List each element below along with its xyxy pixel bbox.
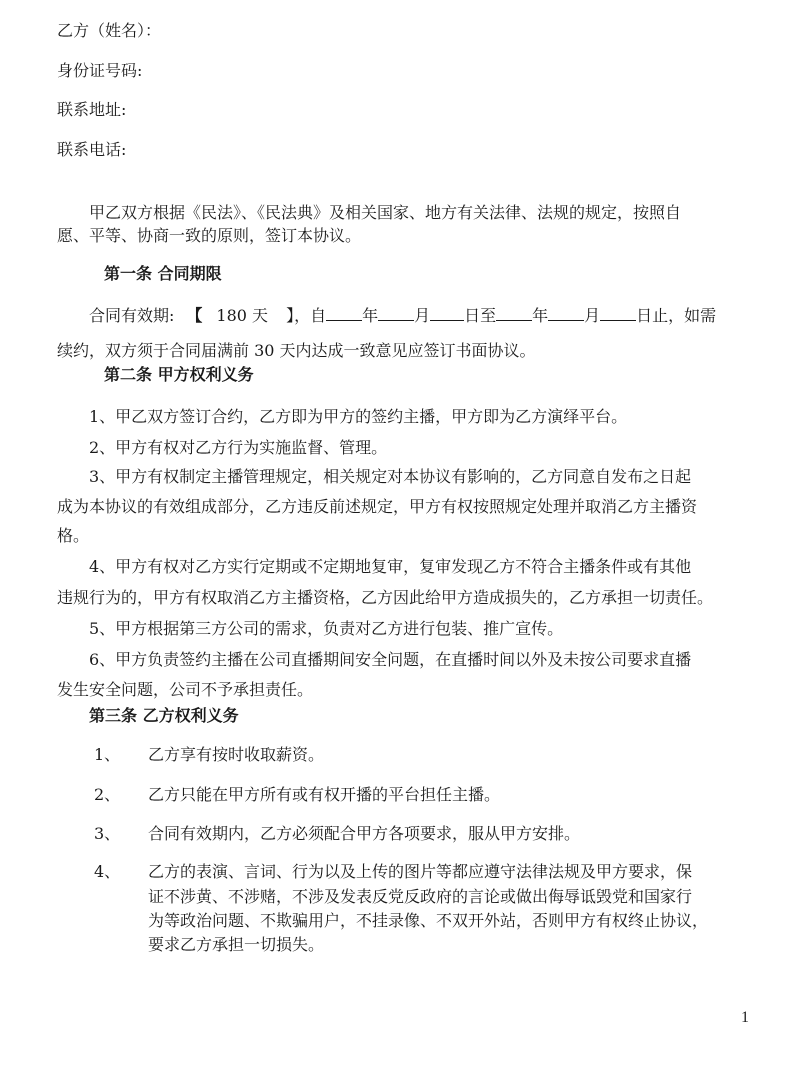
year-blank-2 xyxy=(496,306,532,321)
intro-line-1: 甲乙双方根据《民法》、《民法典》及相关国家、地方有关法律、法规的规定，按照自 xyxy=(89,203,682,222)
article-2-item-6-line-1: 6、甲方负责签约主播在公司直播期间安全问题，在直播时间以外及未按公司要求直播 xyxy=(89,650,692,669)
article-3-item-4-line-4: 要求乙方承担一切损失。 xyxy=(148,935,325,954)
party-b-name-label: 乙方（姓名）： xyxy=(57,21,162,40)
month-label-1: 月 xyxy=(414,306,431,325)
article-3-item-1-text: 乙方享有按时收取薪资。 xyxy=(148,745,325,764)
article-2-item-2: 2、甲方有权对乙方行为实施监督、管理。 xyxy=(89,438,388,457)
day-label-2: 日止，如需 xyxy=(636,306,717,325)
day-label-1: 日至 xyxy=(464,306,497,325)
party-b-id-label: 身份证号码: xyxy=(57,61,143,80)
article-3-item-1-number: 1、 xyxy=(94,745,121,764)
article-2-item-3-line-1: 3、甲方有权制定主播管理规定，相关规定对本协议有影响的，乙方同意自发布之日起 xyxy=(89,467,692,486)
day-blank-2 xyxy=(600,306,636,321)
article-2-item-3-line-2: 成为本协议的有效组成部分，乙方违反前述规定，甲方有权按照规定处理并取消乙方主播资 xyxy=(57,497,698,516)
year-label-2: 年 xyxy=(532,306,549,325)
article-3-title: 第三条 乙方权利义务 xyxy=(89,706,239,725)
party-b-phone-label: 联系电话: xyxy=(57,140,127,159)
validity-bracket-open: 【 xyxy=(186,306,203,325)
validity-label: 合同有效期: xyxy=(89,306,175,325)
article-3-item-4-line-3: 为等政治问题、不欺骗用户，不挂录像、不双开外站，否则甲方有权终止协议， xyxy=(148,911,709,930)
article-2-title: 第二条 甲方权利义务 xyxy=(104,365,254,384)
validity-bracket-close: 】，自 xyxy=(286,306,327,325)
article-2-item-6-line-2: 发生安全问题，公司不予承担责任。 xyxy=(57,680,314,699)
month-blank-1 xyxy=(378,306,414,321)
year-blank-1 xyxy=(326,306,362,321)
article-3-item-4-line-2: 证不涉黄、不涉赌，不涉及发表反党反政府的言论或做出侮辱诋毁党和国家行 xyxy=(148,887,693,906)
month-label-2: 月 xyxy=(584,306,601,325)
article-3-item-4-number: 4、 xyxy=(94,862,121,881)
page-number: 1 xyxy=(741,1009,749,1026)
article-2-item-3-line-3: 格。 xyxy=(57,526,90,545)
article-2-item-1: 1、甲乙双方签订合约，乙方即为甲方的签约主播，甲方即为乙方演绎平台。 xyxy=(89,407,628,426)
day-blank-1 xyxy=(430,306,464,321)
article-3-item-4-line-1: 乙方的表演、言词、行为以及上传的图片等都应遵守法律法规及甲方要求，保 xyxy=(148,862,693,881)
article-2-item-4-line-2: 违规行为的，甲方有权取消乙方主播资格，乙方因此给甲方造成损失的，乙方承担一切责任。 xyxy=(57,588,714,607)
party-b-address-label: 联系地址: xyxy=(57,100,127,119)
article-1-line-2: 续约，双方须于合同届满前 30 天内达成一致意见应签订书面协议。 xyxy=(57,341,536,360)
article-1-title: 第一条 合同期限 xyxy=(104,264,222,283)
article-2-item-5: 5、甲方根据第三方公司的需求，负责对乙方进行包装、推广宣传。 xyxy=(89,619,564,638)
year-label-1: 年 xyxy=(362,306,379,325)
article-3-item-2-number: 2、 xyxy=(94,785,121,804)
article-3-item-3-number: 3、 xyxy=(94,824,121,843)
intro-line-2: 愿、平等、协商一致的原则，签订本协议。 xyxy=(57,226,362,245)
article-3-item-2-text: 乙方只能在甲方所有或有权开播的平台担任主播。 xyxy=(148,785,501,804)
month-blank-2 xyxy=(548,306,584,321)
article-3-item-3-text: 合同有效期内，乙方必须配合甲方各项要求，服从甲方安排。 xyxy=(148,824,581,843)
article-2-item-4-line-1: 4、甲方有权对乙方实行定期或不定期地复审，复审发现乙方不符合主播条件或有其他 xyxy=(89,557,692,576)
article-1-validity-line xyxy=(89,305,716,327)
validity-value: 180 天 xyxy=(216,306,269,325)
